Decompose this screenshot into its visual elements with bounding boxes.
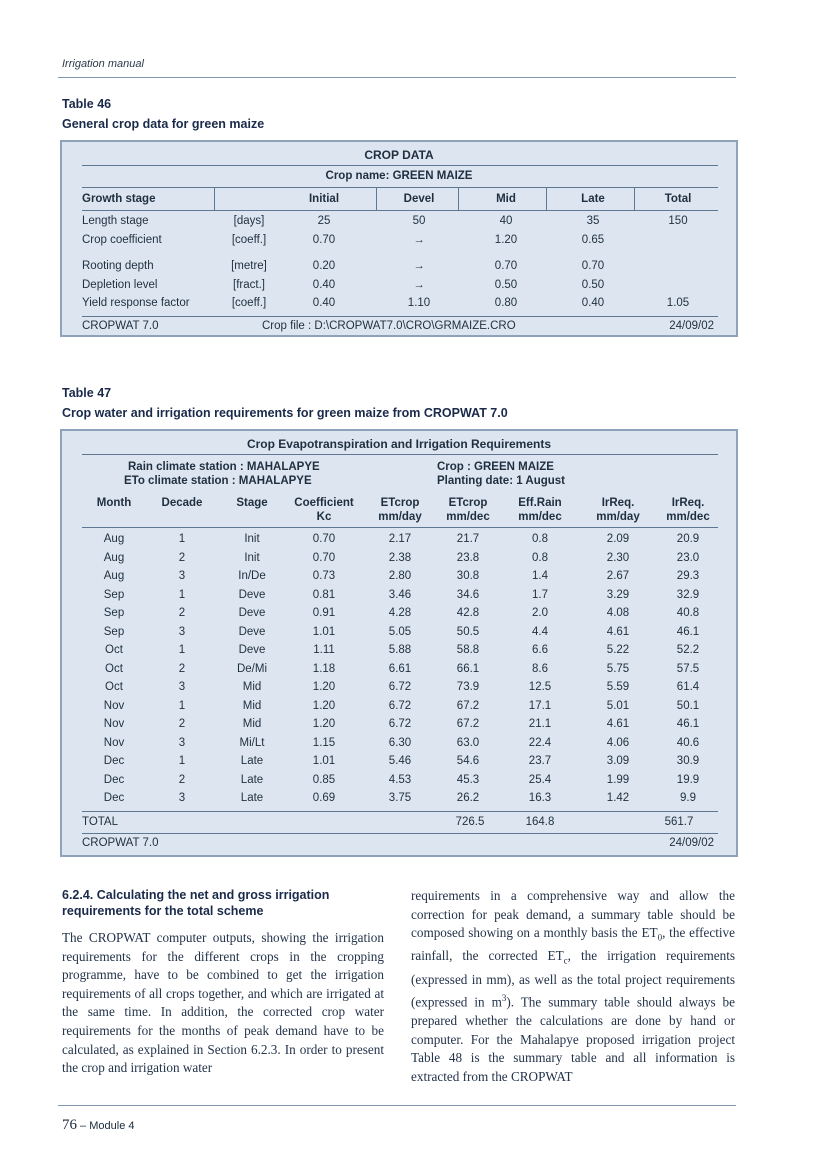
table47-cell: 2.67: [606, 570, 630, 582]
table46-cell: 0.40: [581, 297, 605, 309]
total-effrain: 164.8: [525, 816, 555, 828]
table47-cell: 3: [178, 681, 186, 693]
table47-footer-date: 24/09/02: [669, 837, 714, 849]
table47-rule-3: [82, 811, 718, 812]
table47-col-header: mm/day: [378, 511, 422, 523]
table47-cell: 2.0: [532, 607, 548, 619]
table47-cell: 20.9: [676, 533, 700, 545]
eto-subscript: 0: [657, 932, 663, 943]
table47-cell: Init: [244, 551, 260, 564]
table47-cell: 63.0: [456, 736, 480, 749]
table47-cell: Late: [240, 755, 264, 767]
page-footer: [62, 1117, 134, 1134]
table47-cell: Dec: [103, 792, 125, 804]
table46-col-header: Devel: [403, 193, 435, 205]
table47-cell: 0.8: [532, 533, 548, 545]
table47-cell: Deve: [238, 644, 266, 656]
table47-cell: Mid: [242, 718, 262, 730]
table47-cell: 3: [178, 736, 186, 749]
table47-cell: 40.8: [676, 607, 700, 619]
table47-cell: Dec: [103, 755, 125, 767]
table47-cell: 16.3: [528, 792, 552, 804]
table47-cell: 50.1: [676, 699, 700, 712]
table47-cell: 4.53: [388, 773, 412, 786]
table46-cell: 150: [668, 215, 688, 227]
table47-col-header: IrReq.: [671, 497, 705, 509]
table47-cell: 8.6: [532, 662, 548, 675]
table47-cell: 1.99: [606, 773, 630, 786]
table47-cell: 0.91: [312, 607, 336, 619]
table47-cell: Mid: [242, 681, 262, 693]
table47-cell: 42.8: [456, 607, 480, 619]
table47-cell: 2: [178, 607, 186, 619]
table47-cell: 73.9: [456, 681, 480, 693]
planting-date: Planting date: 1 August: [437, 475, 565, 487]
table47-cell: 1: [178, 644, 186, 656]
table47-cell: 2: [178, 551, 186, 564]
table46-cell: →: [413, 279, 425, 291]
table47-cell: 0.70: [312, 551, 336, 564]
table46-cell: 1.10: [407, 297, 431, 309]
table47-cell: 3: [178, 625, 186, 638]
crop-label: Crop : GREEN MAIZE: [437, 461, 554, 473]
table46-rule-3: [82, 210, 718, 211]
table47-col-header: Stage: [236, 497, 268, 509]
table47-col-header: mm/day: [596, 511, 640, 523]
table47-cell: Oct: [105, 681, 123, 693]
table47-cell: 21.7: [456, 533, 480, 545]
table47-cell: 34.6: [456, 588, 480, 601]
table47-cell: Oct: [105, 662, 123, 675]
table47-cell: 5.88: [388, 644, 412, 656]
table47-cell: In/De: [238, 570, 266, 582]
total-etcrop: 726.5: [455, 816, 485, 828]
table46-cell: Length stage: [82, 215, 149, 227]
table47-cell: 3.09: [606, 755, 630, 767]
table47-cell: Mi/Lt: [239, 736, 265, 749]
table46-cell: Depletion level: [82, 279, 158, 291]
table47-cell: 25.4: [528, 773, 552, 786]
table46-cell: 50: [412, 215, 426, 227]
table47-cell: 26.2: [456, 792, 480, 804]
table47-cell: Aug: [103, 551, 125, 564]
table47-cell: 1.20: [312, 699, 336, 712]
table47-col-header: Decade: [161, 497, 203, 509]
table46-rule-4: [82, 316, 718, 317]
table46-cell: 0.50: [494, 279, 518, 291]
table47-cell: 5.59: [606, 681, 630, 693]
total-irreq: 561.7: [664, 816, 694, 828]
module-label: – Module 4: [77, 1120, 135, 1132]
table47-cell: Late: [240, 792, 264, 804]
table46-cell: [coeff.]: [231, 297, 267, 309]
table47-cell: 57.5: [676, 662, 700, 675]
table47-cell: Nov: [103, 736, 125, 749]
table47-cell: Aug: [103, 570, 125, 582]
table47-cell: 6.72: [388, 699, 412, 712]
table47-cell: 21.1: [528, 718, 552, 730]
table47-cell: 4.61: [606, 625, 630, 638]
table47-col-header: Eff.Rain: [518, 497, 562, 509]
table46-col-header: Total: [664, 193, 692, 205]
table47-cell: 1.01: [312, 755, 336, 767]
table46-crop-name: Crop name: GREEN MAIZE: [325, 170, 473, 182]
table47-cell: 2: [178, 662, 186, 675]
table47-cell: 6.6: [532, 644, 548, 656]
table47-cell: 6.30: [388, 736, 412, 749]
table46-rule-2: [82, 187, 718, 188]
table46-col-divider: [376, 188, 377, 210]
table47-cell: 45.3: [456, 773, 480, 786]
table46-cell: 25: [317, 215, 331, 227]
table47-cell: 22.4: [528, 736, 552, 749]
right-text-1: requirements in a comprehensive way and allow the correction for peak demand, a summary table should be composed showing on a monthly basis the ET: [411, 888, 735, 941]
table46-cell: [metre]: [231, 260, 267, 272]
table47-cell: Aug: [103, 533, 125, 545]
table47-cell: 1.20: [312, 718, 336, 730]
table47-cell: 52.2: [676, 644, 700, 656]
table47-cell: 29.3: [676, 570, 700, 582]
table47-cell: 4.28: [388, 607, 412, 619]
table46-panel-title: CROP DATA: [364, 148, 434, 162]
table47-cell: 0.69: [312, 792, 336, 804]
table47-cell: 5.75: [606, 662, 630, 675]
table47-cell: 1.20: [312, 681, 336, 693]
table47-cell: Init: [244, 533, 260, 545]
table47-cell: 0.8: [532, 551, 548, 564]
table47-cell: Nov: [103, 718, 125, 730]
table47-col-header: mm/dec: [518, 511, 562, 523]
table47-cell: 4.4: [532, 625, 548, 638]
table47-cell: 12.5: [528, 681, 552, 693]
table47-cell: 2.17: [388, 533, 412, 545]
rain-station: Rain climate station : MAHALAPYE: [128, 461, 320, 473]
table47-cell: 23.7: [528, 755, 552, 767]
table47-cell: 5.01: [606, 699, 630, 712]
table47-cell: 66.1: [456, 662, 480, 675]
table47-cell: 1.11: [313, 644, 335, 656]
table46-footer-left: CROPWAT 7.0: [82, 320, 159, 332]
table47-col-header: ETcrop: [448, 497, 488, 509]
table47-cell: 1.42: [606, 792, 630, 804]
table46-panel: [60, 140, 738, 337]
table46-col-divider: [214, 188, 215, 210]
table46-cell: 0.50: [581, 279, 605, 291]
table46-cell: 1.20: [494, 234, 518, 246]
table47-cell: 19.9: [676, 773, 700, 786]
table47-footer-left: CROPWAT 7.0: [82, 837, 159, 849]
table47-cell: 1: [178, 755, 186, 767]
footer-rule: [58, 1105, 736, 1106]
table47-cell: 23.0: [676, 551, 700, 564]
table47-cell: 50.5: [456, 625, 480, 638]
table47-col-header: Kc: [316, 511, 332, 523]
running-header: Irrigation manual: [62, 58, 144, 70]
table47-panel: [60, 429, 738, 857]
table47-cell: 5.22: [606, 644, 630, 656]
table46-cell: 35: [586, 215, 600, 227]
table46-cell: 0.80: [494, 297, 518, 309]
table47-cell: 1: [178, 588, 186, 601]
table47-cell: 4.08: [606, 607, 630, 619]
table47-cell: 67.2: [456, 718, 480, 730]
table47-cell: 0.70: [312, 533, 336, 545]
table46-cell: 1.05: [666, 297, 690, 309]
table47-cell: 5.46: [388, 755, 412, 767]
table47-cell: 0.85: [312, 773, 336, 786]
table46-cell: 0.65: [581, 234, 605, 246]
table47-cell: 2.38: [388, 551, 412, 564]
table47-cell: 58.8: [456, 644, 480, 656]
table47-cell: 1: [178, 699, 186, 712]
table47-cell: 23.8: [456, 551, 480, 564]
table47-cell: 1.4: [532, 570, 548, 582]
table47-cell: Sep: [103, 607, 125, 619]
table47-cell: 54.6: [456, 755, 480, 767]
table47-cell: 6.61: [388, 662, 412, 675]
table47-cell: 3: [178, 570, 186, 582]
table47-cell: 2: [178, 718, 186, 730]
table47-caption: Crop water and irrigation requirements for green maize from CROPWAT 7.0: [62, 406, 508, 420]
table47-cell: 46.1: [676, 625, 700, 638]
m3-superscript: 3: [501, 993, 507, 1004]
table46-cell: Rooting depth: [82, 260, 154, 272]
table46-cell: 40: [499, 215, 513, 227]
table47-cell: 1.7: [532, 588, 548, 601]
table47-cell: Late: [240, 773, 264, 786]
table47-cell: 0.73: [312, 570, 336, 582]
table47-cell: 2.80: [388, 570, 412, 582]
table47-cell: 17.1: [528, 699, 552, 712]
table47-rule-2: [82, 527, 718, 528]
table46-footer-file: Crop file : D:\CROPWAT7.0\CRO\GRMAIZE.CRO: [262, 320, 516, 332]
table47-cell: Sep: [103, 588, 125, 601]
table47-col-header: Coefficient: [294, 497, 354, 509]
right-text-2: , the effective rainfall, the corrected ET: [411, 925, 736, 964]
table47-cell: 2.30: [606, 551, 630, 564]
table47-cell: 3.75: [388, 792, 412, 804]
table46-cell: [coeff.]: [231, 234, 267, 246]
table46-col-divider: [634, 188, 635, 210]
table47-cell: 2.09: [606, 533, 630, 545]
table46-cell: [fract.]: [233, 279, 265, 291]
table47-cell: 6.72: [388, 681, 412, 693]
table47-cell: 1.01: [312, 625, 336, 638]
table47-cell: Dec: [103, 773, 125, 786]
header-rule: [58, 77, 736, 78]
table46-cell: Yield response factor: [82, 297, 190, 309]
table47-cell: 3: [178, 792, 186, 804]
table47-panel-title: Crop Evapotranspiration and Irrigation Requirements: [246, 437, 552, 451]
right-text-3: , the irrigation requirements (expressed in mm), as well as the total project requirements (expressed in m: [411, 948, 735, 1010]
table47-cell: 1.15: [312, 736, 336, 749]
table46-cell: 0.40: [312, 279, 336, 291]
table47-cell: 0.81: [312, 588, 336, 601]
table46-col-divider: [458, 188, 459, 210]
table47-cell: 5.05: [388, 625, 412, 638]
table46-cell: 0.70: [494, 260, 518, 272]
table47-cell: 4.06: [606, 736, 630, 749]
table47-cell: Nov: [103, 699, 125, 712]
table47-cell: 3.46: [388, 588, 412, 601]
etc-subscript: c: [563, 956, 568, 967]
table47-col-header: IrReq.: [601, 497, 635, 509]
right-text-4: ). The summary table should always be prepared whether the calculations are done by hand or computer. For the Mahalapye proposed irrigation project Table 48 is the summary table and all information is extracted from the CROPWAT: [411, 994, 735, 1085]
table47-cell: 9.9: [680, 792, 696, 804]
table46-cell: 0.20: [312, 260, 336, 272]
total-label: TOTAL: [82, 816, 118, 828]
table46-rule-1: [82, 165, 718, 166]
table47-cell: 61.4: [676, 681, 700, 693]
table47-cell: 30.9: [676, 755, 700, 767]
table47-col-header: ETcrop: [380, 497, 420, 509]
table47-cell: 2: [178, 773, 186, 786]
eto-station: ETo climate station : MAHALAPYE: [124, 475, 312, 487]
table46-cell: →: [413, 260, 425, 272]
table47-cell: 67.2: [456, 699, 480, 712]
table46-number: Table 46: [62, 97, 112, 111]
table46-col-divider: [546, 188, 547, 210]
table46-cell: Crop coefficient: [82, 234, 162, 246]
table46-cell: 0.70: [312, 234, 336, 246]
table46-col-header: Mid: [496, 193, 516, 205]
table47-cell: Oct: [105, 644, 123, 656]
table46-footer-date: 24/09/02: [669, 320, 714, 332]
table46-col-header: Growth stage: [82, 193, 156, 205]
table47-rule-1: [82, 454, 718, 455]
page-number: 76: [62, 1117, 77, 1133]
table47-cell: Deve: [238, 607, 266, 619]
table47-cell: 46.1: [676, 718, 700, 730]
table47-cell: 4.61: [606, 718, 630, 730]
table47-cell: Sep: [103, 625, 125, 638]
table47-rule-4: [82, 833, 718, 834]
table47-col-header: Month: [96, 497, 132, 509]
table46-caption: General crop data for green maize: [62, 117, 265, 131]
table47-cell: 32.9: [676, 588, 700, 601]
table47-cell: Deve: [238, 625, 266, 638]
table47-cell: 6.72: [388, 718, 412, 730]
table47-col-header: mm/dec: [666, 511, 710, 523]
table47-cell: 1.18: [312, 662, 336, 675]
table47-cell: 30.8: [456, 570, 480, 582]
section-right-column: [411, 887, 735, 1087]
table46-cell: [days]: [233, 215, 265, 227]
table46-col-header: Late: [581, 193, 605, 205]
table47-cell: Mid: [242, 699, 262, 712]
table47-col-header: mm/dec: [446, 511, 490, 523]
section-title: 6.2.4. Calculating the net and gross irrigation requirements for the total scheme: [62, 888, 330, 918]
table47-number: Table 47: [62, 386, 112, 400]
table47-cell: De/Mi: [236, 662, 268, 675]
table47-cell: 3.29: [606, 588, 630, 601]
section-left-column: The CROPWAT computer outputs, showing the irrigation requirements for the different crops in the cropping programme, have to be combined to get the irrigation requirements of all crops together, and which are irrigated at the same time. In addition, the corrected crop water requirements for the months of peak demand have to be calculated, as explained in Section 6.2.3. In order to present the crop and irrigation water: [62, 930, 384, 1076]
table47-cell: 1: [178, 533, 186, 545]
table46-col-header: Initial: [308, 193, 340, 205]
table46-cell: 0.70: [581, 260, 605, 272]
table46-cell: 0.40: [312, 297, 336, 309]
table47-cell: 40.6: [676, 736, 700, 749]
table47-cell: Deve: [238, 588, 266, 601]
table46-cell: →: [413, 234, 425, 246]
